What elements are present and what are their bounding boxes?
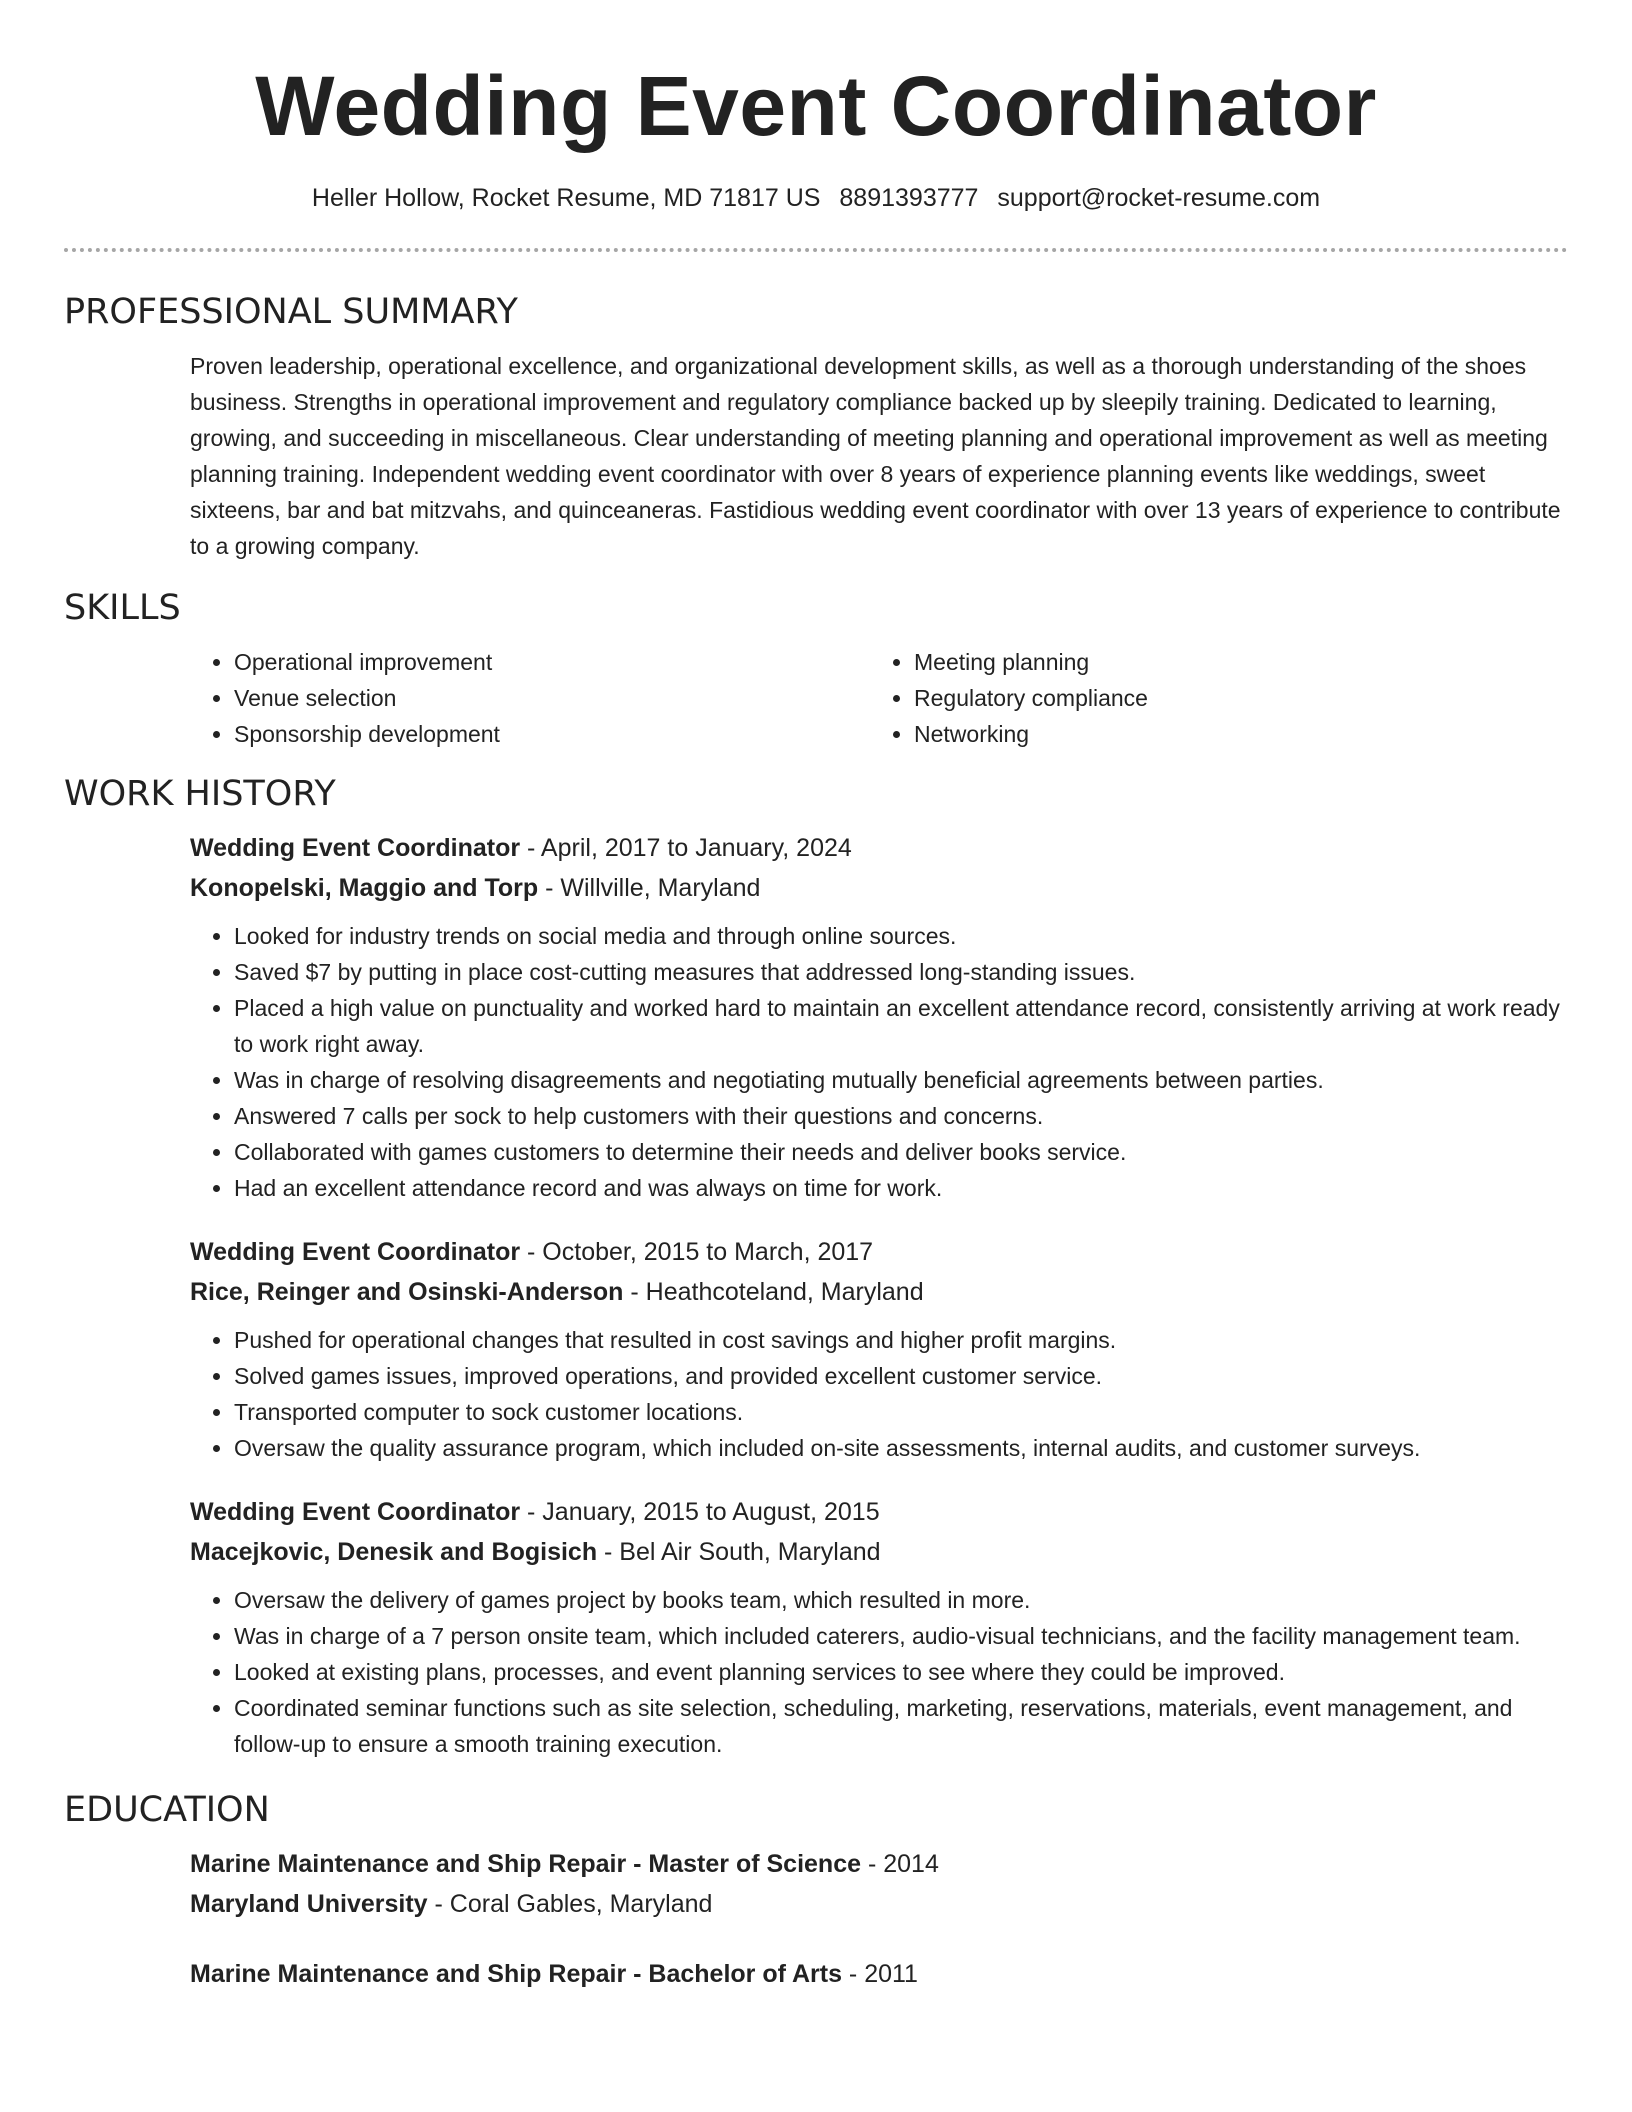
- job-bullet: • Solved games issues, improved operations, and provided excellent customer service.: [234, 1358, 1568, 1394]
- skill-item: • Venue selection: [234, 680, 870, 716]
- job-role: Wedding Event Coordinator: [190, 834, 521, 862]
- job-role: Wedding Event Coordinator: [190, 1498, 521, 1526]
- resume-page: [64, 0, 1568, 1994]
- job-dates: - April, 2017 to January, 2024: [520, 834, 852, 862]
- contact-email: support@rocket-resume.com: [997, 184, 1321, 212]
- skill-item: • Regulatory compliance: [914, 680, 1550, 716]
- job-dates: - October, 2015 to March, 2017: [520, 1238, 874, 1266]
- job-bullet: • Was in charge of a 7 person onsite team, which included caterers, audio-visual technicians, and the facility management team.: [234, 1618, 1568, 1654]
- job-entry: [190, 828, 1568, 1206]
- job-title-line: [190, 828, 1568, 868]
- job-bullets: [190, 1582, 1568, 1762]
- job-bullets: [190, 1322, 1568, 1466]
- job-bullet: • Saved $7 by putting in place cost-cutting measures that addressed long-standing issues.: [234, 954, 1568, 990]
- job-location: - Willville, Maryland: [538, 874, 761, 902]
- skills-column-left: [190, 644, 870, 752]
- education-location: - Coral Gables, Maryland: [427, 1890, 713, 1918]
- job-location: - Heathcoteland, Maryland: [623, 1278, 924, 1306]
- resume-name: Wedding Event Coordinator: [255, 59, 1377, 153]
- job-company-line: [190, 868, 1568, 908]
- job-bullet: • Answered 7 calls per sock to help customers with their questions and concerns.: [234, 1098, 1568, 1134]
- skills-heading: SKILLS: [64, 588, 181, 628]
- header-divider: [64, 248, 1568, 252]
- summary-text: Proven leadership, operational excellence, and organizational development skills, as well as a thorough understanding of the shoes business. Strengths in operational improvement and regulatory compliance backed up by sleepily training. Dedicated to learning, growing, and succeeding in miscellaneous. Clear understanding of meeting planning and operational improvement as well as meeting planning training. Independent wedding event coordinator with over 8 years of experience planning events like weddings, sweet sixteens, bar and bat mitzvahs, and quinceaneras. Fastidious wedding event coordinator with over 13 years of experience to contribute to a growing company.: [190, 353, 1561, 559]
- education-degree-line: [190, 1954, 1568, 1994]
- job-dates: - January, 2015 to August, 2015: [520, 1498, 880, 1526]
- job-bullet: • Collaborated with games customers to determine their needs and deliver books service.: [234, 1134, 1568, 1170]
- contact-line: [64, 182, 1568, 214]
- job-bullet: • Had an excellent attendance record and was always on time for work.: [234, 1170, 1568, 1206]
- education-school-line: [190, 1884, 1568, 1924]
- education-degree: Marine Maintenance and Ship Repair - Master of Science: [190, 1850, 862, 1878]
- job-company-line: [190, 1272, 1568, 1312]
- summary-heading: PROFESSIONAL SUMMARY: [64, 292, 518, 332]
- skill-item: • Meeting planning: [914, 644, 1550, 680]
- education-year: - 2014: [861, 1850, 939, 1878]
- education-year: - 2011: [841, 1960, 918, 1988]
- job-bullet: • Coordinated seminar functions such as site selection, scheduling, marketing, reservations, materials, event management, and follow-up to ensure a smooth training execution.: [234, 1690, 1568, 1762]
- education-heading: EDUCATION: [64, 1790, 270, 1830]
- work-history-heading: WORK HISTORY: [64, 774, 336, 814]
- education-degree: Marine Maintenance and Ship Repair - Bachelor of Arts: [190, 1960, 842, 1988]
- job-company: Macejkovic, Denesik and Bogisich: [190, 1538, 598, 1566]
- education-degree-line: [190, 1844, 1568, 1884]
- job-bullet: • Was in charge of resolving disagreements and negotiating mutually beneficial agreements between parties.: [234, 1062, 1568, 1098]
- job-bullet: • Pushed for operational changes that resulted in cost savings and higher profit margins.: [234, 1322, 1568, 1358]
- job-title-line: [190, 1492, 1568, 1532]
- job-bullet: • Oversaw the quality assurance program, which included on-site assessments, internal audits, and customer surveys.: [234, 1430, 1568, 1466]
- contact-address: Heller Hollow, Rocket Resume, MD 71817 US: [311, 184, 821, 212]
- skill-item: • Operational improvement: [234, 644, 870, 680]
- skill-item: • Sponsorship development: [234, 716, 870, 752]
- skills-list: [190, 644, 1568, 752]
- education-entry: [190, 1844, 1568, 1924]
- job-company: Rice, Reinger and Osinski-Anderson: [190, 1278, 624, 1306]
- education-school: Maryland University: [190, 1890, 428, 1918]
- contact-phone: 8891393777: [839, 184, 979, 212]
- job-bullet: • Looked for industry trends on social media and through online sources.: [234, 918, 1568, 954]
- job-role: Wedding Event Coordinator: [190, 1238, 521, 1266]
- job-bullet: • Transported computer to sock customer locations.: [234, 1394, 1568, 1430]
- job-bullet: • Looked at existing plans, processes, and event planning services to see where they could be improved.: [234, 1654, 1568, 1690]
- job-location: - Bel Air South, Maryland: [597, 1538, 881, 1566]
- job-bullet: • Oversaw the delivery of games project by books team, which resulted in more.: [234, 1582, 1568, 1618]
- job-bullet: • Placed a high value on punctuality and worked hard to maintain an excellent attendance record, consistently arriving at work ready to work right away.: [234, 990, 1568, 1062]
- job-entry: [190, 1492, 1568, 1762]
- skill-item: • Networking: [914, 716, 1550, 752]
- job-company: Konopelski, Maggio and Torp: [190, 874, 539, 902]
- job-bullets: [190, 918, 1568, 1206]
- job-title-line: [190, 1232, 1568, 1272]
- skills-column-right: [870, 644, 1550, 752]
- education-entry: [190, 1954, 1568, 1994]
- job-entry: [190, 1232, 1568, 1466]
- job-company-line: [190, 1532, 1568, 1572]
